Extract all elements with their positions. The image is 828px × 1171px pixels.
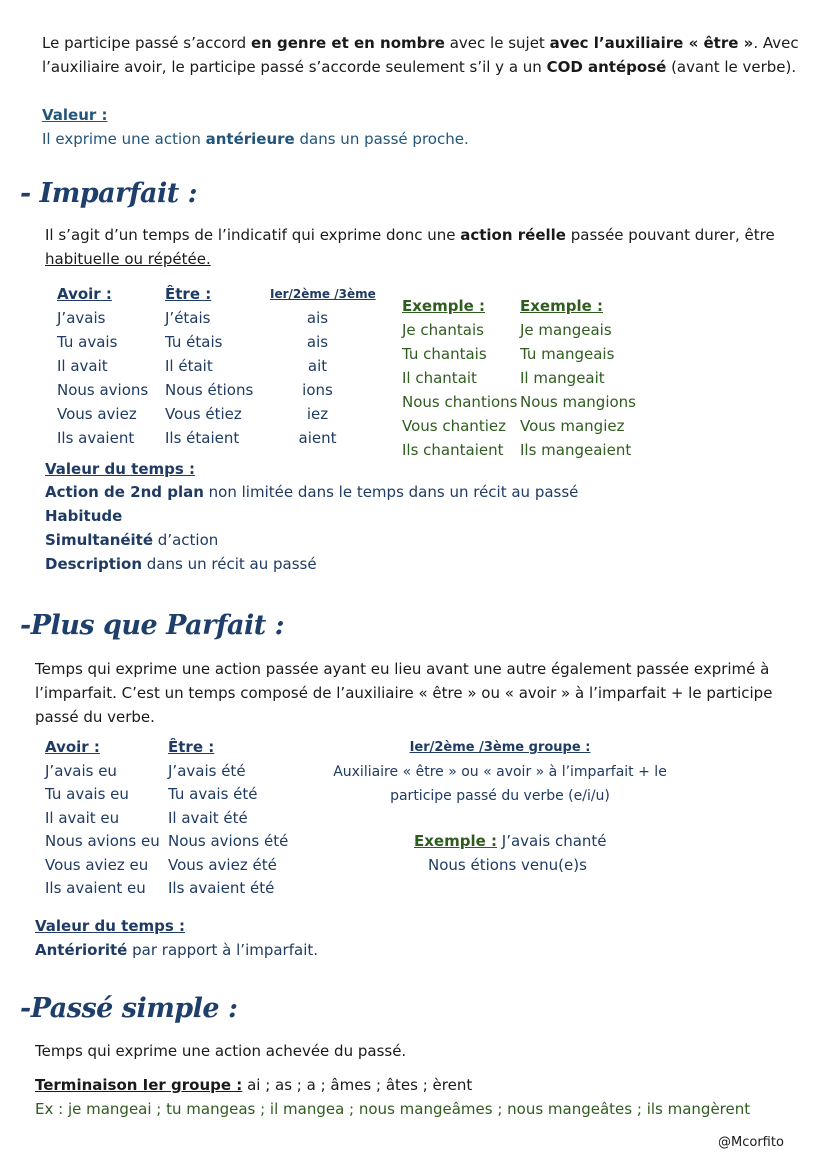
valeur-bold: Description — [45, 555, 143, 573]
example-row: Tu mangeais — [520, 345, 615, 363]
pqp-valeur-text — [35, 941, 318, 959]
imparfait-desc-1 — [45, 226, 775, 244]
conjugation-row: Ils avaient — [57, 429, 135, 447]
ending-row: ais — [306, 309, 329, 327]
ending-row: ions — [302, 381, 333, 399]
conjugation-row: Tu étais — [165, 333, 223, 351]
conjugation-row: Tu avais eu — [45, 785, 129, 803]
pqp-example-1 — [414, 832, 607, 850]
example-text: J’avais chanté — [497, 832, 607, 850]
example-row: Tu chantais — [402, 345, 487, 363]
conjugation-row: Ils avaient été — [168, 879, 275, 897]
valeur-heading: Valeur : — [42, 106, 108, 124]
ending-row: ais — [306, 333, 329, 351]
imparfait-valeur-heading: Valeur du temps : — [45, 460, 196, 478]
intro-bold: en genre et en nombre — [250, 34, 445, 52]
conjugation-row: Vous étiez — [165, 405, 242, 423]
pqp-rule-block — [300, 736, 700, 808]
conjugation-row: Ils avaient eu — [45, 879, 146, 897]
valeur-text-part: dans un passé proche. — [294, 130, 469, 148]
conjugation-row: Nous avions — [57, 381, 149, 399]
intro-bold: COD antéposé — [546, 58, 667, 76]
desc-text: Il s’agit d’un temps de l’indicatif qui exprime donc une — [45, 226, 461, 244]
intro-text: Le participe passé s’accord — [42, 34, 251, 52]
pqp-desc-1: Temps qui exprime une action passée ayant eu lieu avant une autre également passée exprimé à — [35, 660, 770, 678]
valeur-text-bold: antérieure — [205, 130, 295, 148]
imparfait-avoir-column — [57, 282, 148, 450]
avoir-heading: Avoir : — [57, 285, 112, 303]
avoir-heading: Avoir : — [45, 738, 100, 756]
example-row: Je mangeais — [520, 321, 612, 339]
example-row: Ils chantaient — [402, 441, 504, 459]
example-row: Nous mangions — [520, 393, 636, 411]
groups-heading: Ier/2ème /3ème — [270, 287, 376, 301]
example-row: Je chantais — [402, 321, 484, 339]
valeur-text: non limitée dans le temps dans un récit au passé — [203, 483, 579, 501]
terminaison-text: ai ; as ; a ; âmes ; âtes ; èrent — [242, 1076, 473, 1094]
terminaison-heading: Terminaison Ier groupe : — [35, 1076, 243, 1094]
valeur-bold: Antériorité — [35, 941, 128, 959]
intro-text: l’auxiliaire avoir, le participe passé s’accorde seulement s’il y a un — [42, 58, 547, 76]
imparfait-valeur-4 — [45, 555, 317, 573]
conjugation-row: J’avais — [57, 309, 106, 327]
imparfait-desc-2: habituelle ou répétée. — [45, 250, 211, 268]
intro-text: . Avec — [753, 34, 799, 52]
intro-bold: avec l’auxiliaire « être » — [549, 34, 754, 52]
pqp-etre-column — [168, 736, 288, 901]
valeur-text: dans un récit au passé — [142, 555, 317, 573]
ending-row: iez — [306, 405, 329, 423]
valeur-text-part: Il exprime une action — [42, 130, 206, 148]
conjugation-row: Tu avais été — [168, 785, 258, 803]
intro-text: (avant le verbe). — [666, 58, 797, 76]
conjugation-row: Il était — [165, 357, 213, 375]
signature: @Mcorfito — [718, 1135, 784, 1150]
example-heading: Exemple : — [414, 832, 497, 850]
example-row: Il mangeait — [520, 369, 605, 387]
ps-title: -Passé simple : — [20, 993, 238, 1024]
pqp-avoir-column — [45, 736, 160, 901]
conjugation-row: Vous aviez été — [168, 855, 277, 874]
example-heading: Exemple : — [402, 297, 485, 315]
example-row: Nous chantions — [402, 393, 518, 411]
imparfait-example-2-column — [520, 294, 636, 462]
pqp-desc-3: passé du verbe. — [35, 708, 155, 726]
ps-terminaison — [35, 1076, 472, 1094]
example-heading: Exemple : — [520, 297, 603, 315]
etre-heading: Être : — [165, 285, 212, 303]
imparfait-valeur-2: Habitude — [45, 507, 123, 525]
conjugation-row: J’avais été — [168, 761, 246, 780]
rule-line: Auxiliaire « être » ou « avoir » à l’imparfait + le — [333, 764, 667, 780]
valeur-bold: Simultanéité — [45, 531, 154, 549]
intro-text: avec le sujet — [444, 34, 550, 52]
conjugation-row: Il avait été — [168, 808, 248, 827]
conjugation-row: Vous aviez eu — [45, 855, 149, 874]
intro-line-1 — [42, 34, 799, 52]
conjugation-row: Tu avais — [57, 333, 118, 351]
rule-line: participe passé du verbe (e/i/u) — [390, 788, 610, 804]
example-row: Ils mangeaient — [520, 441, 632, 459]
conjugation-row: Nous avions eu — [45, 832, 160, 850]
desc-bold: action réelle — [460, 226, 566, 244]
imparfait-endings-column — [270, 282, 376, 450]
ps-example: Ex : je mangeai ; tu mangeas ; il mangea ; nous mangeâmes ; nous mangeâtes ; ils mangèrent — [35, 1100, 751, 1118]
imparfait-title: - Imparfait : — [20, 178, 198, 209]
etre-heading: Être : — [168, 738, 215, 756]
conjugation-row: J’avais eu — [45, 761, 117, 780]
valeur-text: par rapport à l’imparfait. — [127, 941, 319, 959]
pqp-example-2: Nous étions venu(e)s — [428, 856, 587, 874]
pqp-valeur-heading: Valeur du temps : — [35, 917, 186, 935]
example-row: Vous chantiez — [402, 417, 506, 435]
imparfait-example-1-column — [402, 294, 518, 462]
desc-text: passée pouvant durer, être — [565, 226, 775, 244]
conjugation-row: Nous étions — [165, 381, 254, 399]
conjugation-row: Nous avions été — [168, 832, 289, 850]
valeur-bold: Action de 2nd plan — [45, 483, 204, 501]
conjugation-row: Il avait — [57, 357, 108, 375]
groups-heading: Ier/2ème /3ème groupe : — [409, 740, 591, 755]
conjugation-row: Ils étaient — [165, 429, 240, 447]
valeur-text — [42, 130, 469, 148]
conjugation-row: J’étais — [165, 309, 211, 327]
imparfait-valeur-1 — [45, 483, 578, 501]
example-row: Vous mangiez — [520, 417, 625, 435]
example-row: Il chantait — [402, 369, 477, 387]
ending-row: ait — [307, 357, 328, 375]
conjugation-row: Vous aviez — [57, 405, 137, 423]
intro-line-2 — [42, 58, 796, 76]
imparfait-etre-column — [165, 282, 253, 450]
pqp-desc-2: l’imparfait. C’est un temps composé de l’auxiliaire « être » ou « avoir » à l’imparfait + le participe — [35, 684, 773, 702]
imparfait-valeur-3 — [45, 531, 218, 549]
valeur-text: d’action — [153, 531, 219, 549]
conjugation-row: Il avait eu — [45, 808, 120, 827]
pqp-title: -Plus que Parfait : — [20, 610, 285, 641]
ps-desc: Temps qui exprime une action achevée du passé. — [35, 1042, 407, 1060]
ending-row: aient — [298, 429, 337, 447]
